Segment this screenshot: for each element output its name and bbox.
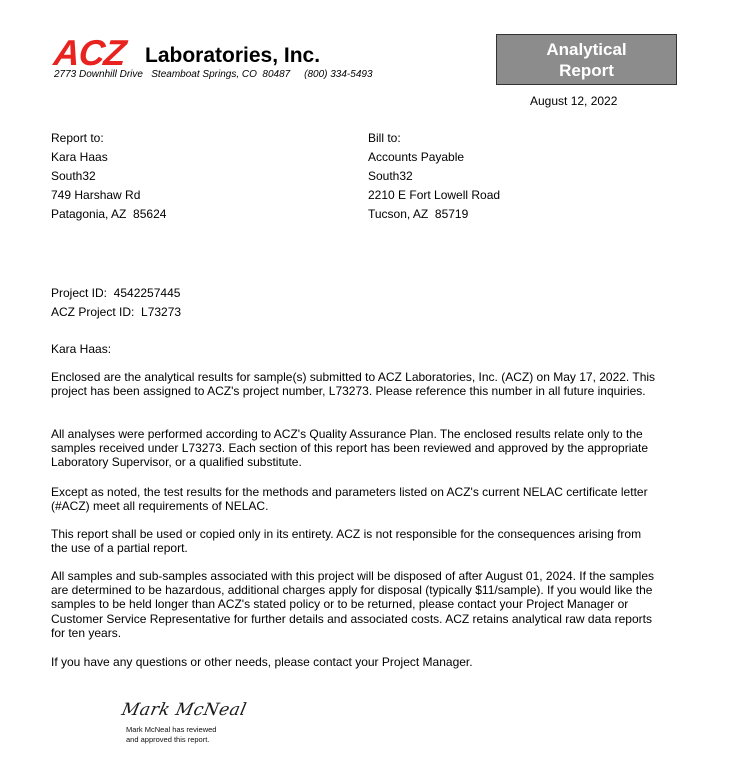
project-ids: [51, 284, 181, 322]
signature-caption: [126, 725, 216, 745]
acz-project-id: ACZ Project ID: L73273: [51, 305, 182, 319]
bill-to-label: Bill to:: [368, 131, 401, 145]
bill-to-city: Tucson, AZ 85719: [368, 207, 469, 221]
signature-caption-line1: Mark McNeal has reviewed: [126, 725, 217, 734]
paragraph-4: This report shall be used or copied only in its entirety. ACZ is not responsible for the consequences arising from the use of a partial report.: [51, 527, 642, 556]
paragraph-2: All analyses were performed according to ACZ's Quality Assurance Plan. The enclosed results relate only to the samples received under L73273. Each section of this report has been reviewed and approved by the appropriate Laboratory Supervisor, or a qualified substitute.: [51, 427, 649, 470]
bill-to-street: 2210 E Fort Lowell Road: [368, 188, 501, 202]
report-to-block: [51, 129, 166, 224]
bill-to-company: South32: [368, 169, 413, 183]
paragraph-5: All samples and sub-samples associated with this project will be disposed of after August 01, 2024. If the samples are determined to be hazardous, additional charges apply for disposal (typically $11/sample). If you would like the samples to be held longer than ACZ's stated policy or to be returned, please contact your Project Manager or Customer Service Representative for further details and associated costs. ACZ retains analytical raw data reports for ten years.: [51, 569, 654, 640]
paragraph-1: Enclosed are the analytical results for sample(s) submitted to ACZ Laboratories, Inc. (ACZ) on May 17, 2022. This project has been assigned to ACZ's project number, L73273. Please reference this number in all future inquiries.: [51, 370, 656, 399]
report-to-label: Report to:: [51, 131, 104, 145]
report-to-street: 749 Harshaw Rd: [51, 188, 141, 202]
paragraph-3: Except as noted, the test results for the methods and parameters listed on ACZ's current NELAC certificate letter (#ACZ) meet all requirements of NELAC.: [51, 485, 648, 514]
paragraph-6: If you have any questions or other needs, please contact your Project Manager.: [51, 655, 473, 669]
report-title-line2: Report: [559, 60, 614, 80]
company-logo: ACZ: [51, 32, 128, 73]
project-id: Project ID: 4542257445: [51, 286, 181, 300]
bill-to-block: [368, 129, 500, 224]
report-date: August 12, 2022: [530, 94, 618, 108]
salutation: Kara Haas:: [51, 342, 112, 356]
report-title-box: [496, 34, 677, 85]
report-to-city: Patagonia, AZ 85624: [51, 207, 167, 221]
report-to-name: Kara Haas: [51, 150, 108, 164]
signature: Mark McNeal: [119, 700, 249, 720]
report-title-line1: Analytical: [546, 39, 627, 59]
company-name: Laboratories, Inc.: [145, 44, 321, 67]
report-to-company: South32: [51, 169, 96, 183]
company-address: 2773 Downhill Drive Steamboat Springs, CO 80487 (800) 334-5493: [54, 69, 373, 80]
signature-caption-line2: and approved this report.: [126, 735, 210, 744]
bill-to-name: Accounts Payable: [368, 150, 465, 164]
